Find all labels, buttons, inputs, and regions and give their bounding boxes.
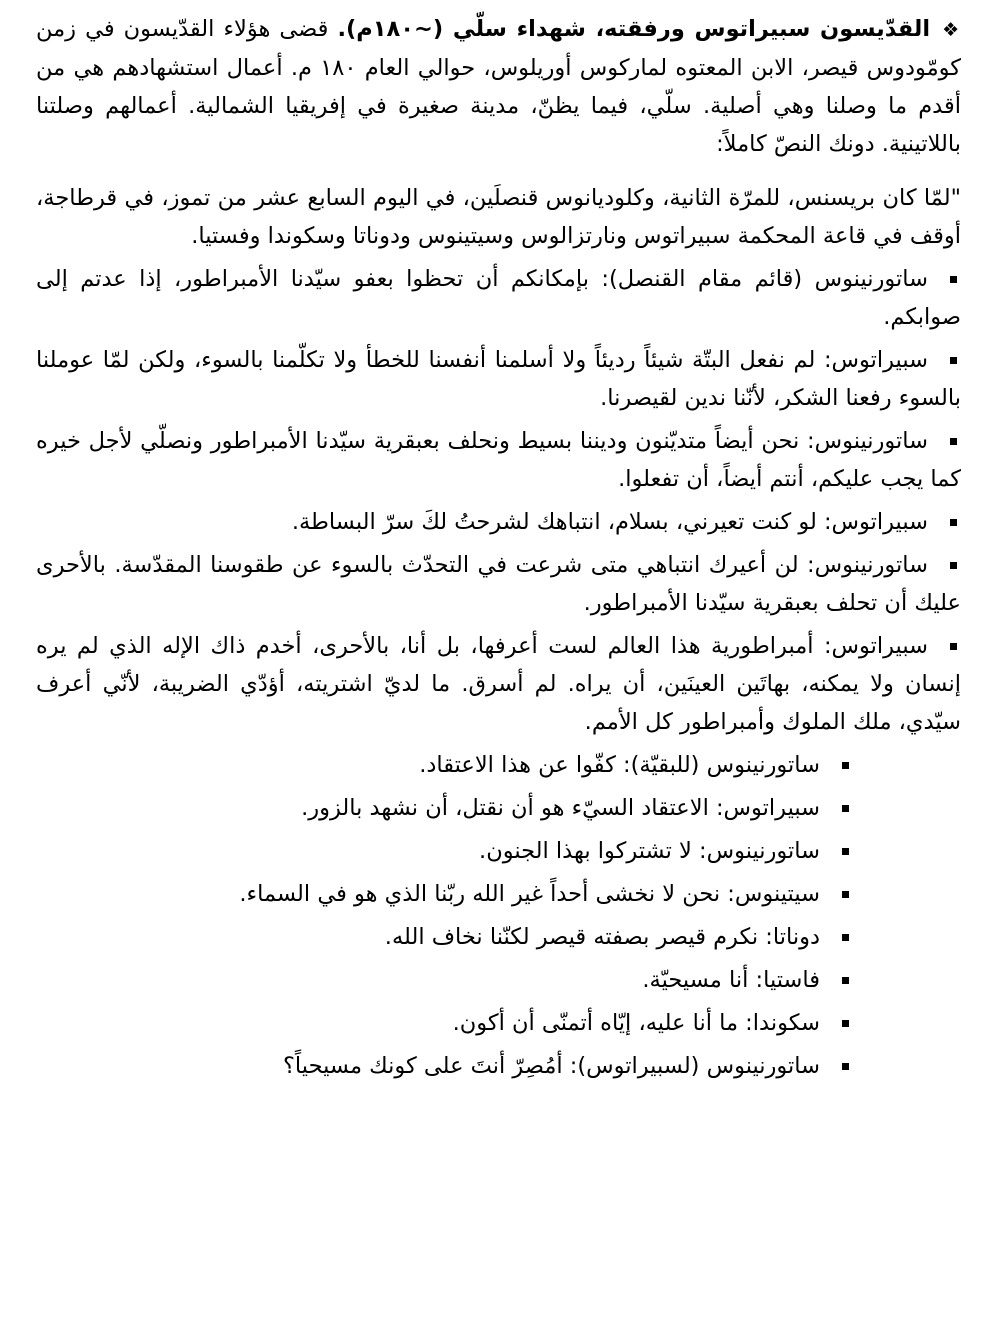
quote-opening-paragraph: "لمّا كان بريسنس، للمرّة الثانية، وكلوديانوس قنصلَين، في اليوم السابع عشر من تموز، في قرطاجة، أوقف في قاعة المحكمة سبيراتوس ونارتزالوس وسيتينوس ودوناتا وسكوندا وفستيا. <box>36 185 961 249</box>
dialogue-text: سبيراتوس: الاعتقاد السيّء هو أن نقتل، أن نشهد بالزور. <box>301 795 820 821</box>
dialogue-text: فاستيا: أنا مسيحيّة. <box>642 967 820 993</box>
dialogue-line <box>36 260 961 336</box>
dialogue-line <box>36 789 961 827</box>
square-bullet-icon <box>842 934 849 941</box>
square-bullet-icon <box>950 357 957 364</box>
dialogue-line <box>36 832 961 870</box>
square-bullet-icon <box>842 762 849 769</box>
square-bullet-icon <box>842 1020 849 1027</box>
dialogue-list <box>36 260 961 1085</box>
dialogue-line <box>36 1047 961 1085</box>
dialogue-text: سبيراتوس: لم نفعل البتّة شيئاً رديئاً ولا أسلمنا أنفسنا للخطأ ولا تكلّمنا بالسوء، ولكن لمّا عوملنا بالسوء رفعنا الشكر، لأنّنا ندين لقيصرنا. <box>36 347 961 411</box>
square-bullet-icon <box>842 891 849 898</box>
dialogue-text: ساتورنينوس: لا تشتركوا بهذا الجنون. <box>479 838 820 864</box>
dialogue-text: سبيراتوس: أمبراطورية هذا العالم لست أعرفها، بل أنا، بالأحرى، أخدم ذاك الإله الذي لم يره إنسان ولا يمكنه، بهاتَين العينَين، أن يراه. لم أسرق. ما لديّ اشتريته، أؤدّي الضريبة، لأنّي أعرف سيّدي، ملك الملوك وأمبراطور كل الأمم. <box>36 633 961 735</box>
dialogue-text: ساتورنينوس (قائم مقام القنصل): بإمكانكم أن تحظوا بعفو سيّدنا الأمبراطور، إذا عدتم إلى صوابكم. <box>36 266 961 330</box>
dialogue-line <box>36 341 961 417</box>
square-bullet-icon <box>950 519 957 526</box>
intro-paragraph <box>36 10 961 163</box>
dialogue-text: سبيراتوس: لو كنت تعيرني، بسلام، انتباهك لشرحتُ لكَ سرّ البساطة. <box>291 509 928 535</box>
square-bullet-icon <box>842 805 849 812</box>
dialogue-line <box>36 546 961 622</box>
dialogue-text: ساتورنينوس: نحن أيضاً متديّنون وديننا بسيط ونحلف بعبقرية سيّدنا الأمبراطور ونصلّي لأجل خيره كما يجب عليكم، أنتم أيضاً، أن تفعلوا. <box>36 428 961 492</box>
square-bullet-icon <box>950 562 957 569</box>
intro-text: قضى هؤلاء القدّيسون في زمن كومّودوس قيصر، الابن المعتوه لماركوس أوريلوس، حوالي العام ١٨٠ م. أعمال استشهادهم هي من أقدم ما وصلنا وهي أصلية. سلّي، فيما يظنّ، مدينة صغيرة في إفريقيا الشمالية. أعمالهم وصلتنا باللاتينية. دونك النصّ كاملاً: <box>36 16 961 157</box>
square-bullet-icon <box>842 977 849 984</box>
square-bullet-icon <box>950 643 957 650</box>
dialogue-text: ساتورنينوس: لن أعيرك انتباهي متى شرعت في التحدّث بالسوء عن طقوسنا المقدّسة. بالأحرى عليك أن تحلف بعبقرية سيّدنا الأمبراطور. <box>36 552 961 616</box>
dialogue-line <box>36 875 961 913</box>
dialogue-text: دوناتا: نكرم قيصر بصفته قيصر لكنّنا نخاف الله. <box>384 924 820 950</box>
dialogue-text: سيتينوس: نحن لا نخشى أحداً غير الله ربّنا الذي هو في السماء. <box>239 881 820 907</box>
square-bullet-icon <box>950 438 957 445</box>
dialogue-text: ساتورنينوس (للبقيّة): كفّوا عن هذا الاعتقاد. <box>419 752 820 778</box>
dialogue-line <box>36 1004 961 1042</box>
diamond-bullet-icon: ❖ <box>942 19 961 41</box>
dialogue-line <box>36 627 961 741</box>
dialogue-line <box>36 746 961 784</box>
intro-heading: القدّيسون سبيراتوس ورفقته، شهداء سلّي (~١٨٠م). <box>337 16 931 42</box>
square-bullet-icon <box>950 276 957 283</box>
dialogue-text: ساتورنينوس (لسبيراتوس): أمُصِرّ أنتَ على كونك مسيحياً؟ <box>282 1053 820 1079</box>
dialogue-line <box>36 918 961 956</box>
dialogue-line <box>36 422 961 498</box>
dialogue-line <box>36 961 961 999</box>
square-bullet-icon <box>842 848 849 855</box>
dialogue-line <box>36 503 961 541</box>
dialogue-text: سكوندا: ما أنا عليه، إيّاه أتمنّى أن أكون. <box>452 1010 820 1036</box>
square-bullet-icon <box>842 1063 849 1070</box>
